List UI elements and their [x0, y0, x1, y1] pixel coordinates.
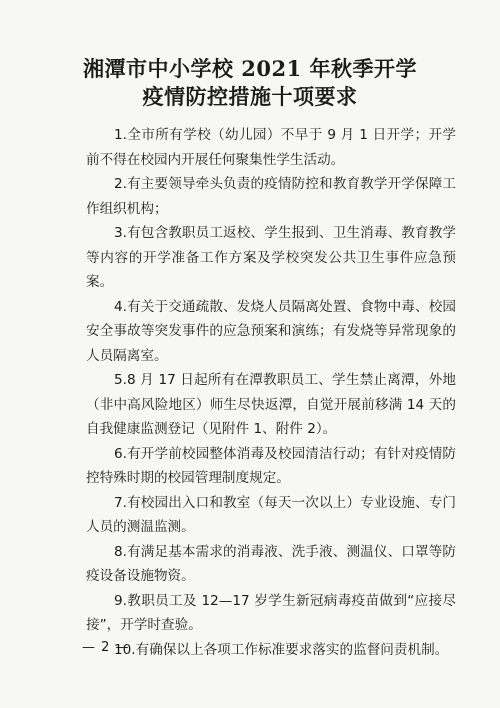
requirement-5: 5.8 月 17 日起所有在潭教职员工、学生禁止离潭，外地（非中高风险地区）师生尽快返潭，自觉开展前移满 14 天的自我健康监测登记（见附件 1、附件 2）。	[86, 372, 456, 437]
requirement-4: 4.有关于交通疏散、发烧人员隔离处置、食物中毒、校园安全事故等突发事件的应急预案和演练；有发烧等异常现象的人员隔离室。	[86, 298, 456, 364]
requirement-10: 10.有确保以上各项工作标准要求落实的监督问责机制。	[114, 641, 449, 658]
document-title-line-2: 疫情防控措施十项要求	[142, 84, 358, 109]
requirement-9: 9.教职员工及 12—17 岁学生新冠病毒疫苗做到“应接尽接”，开学时查验。	[86, 592, 456, 633]
document-title-line-1: 湘潭市中小学校 2021 年秋季开学	[82, 56, 418, 81]
requirement-2: 2.有主要领导牵头负责的疫情防控和教育教学开学保障工作组织机构；	[86, 176, 456, 217]
page-number: — 2 —	[82, 640, 130, 655]
requirement-1: 1.全市所有学校（幼儿园）不早于 9 月 1 日开学；开学前不得在校园内开展任何聚集性学生活动。	[86, 127, 456, 168]
requirement-7: 7.有校园出入口和教室（每天一次以上）专业设施、专门人员的测温监测。	[86, 494, 456, 535]
requirement-3: 3.有包含教职员工返校、学生报到、卫生消毒、教育教学等内容的开学准备工作方案及学校突发公共卫生事件应急预案。	[86, 225, 456, 290]
document-body	[86, 123, 456, 662]
requirement-6: 6.有开学前校园整体消毒及校园清洁行动；有针对疫情防控特殊时期的校园管理制度规定。	[86, 445, 456, 486]
requirement-8: 8.有满足基本需求的消毒液、洗手液、测温仪、口罩等防疫设备设施物资。	[86, 543, 456, 584]
